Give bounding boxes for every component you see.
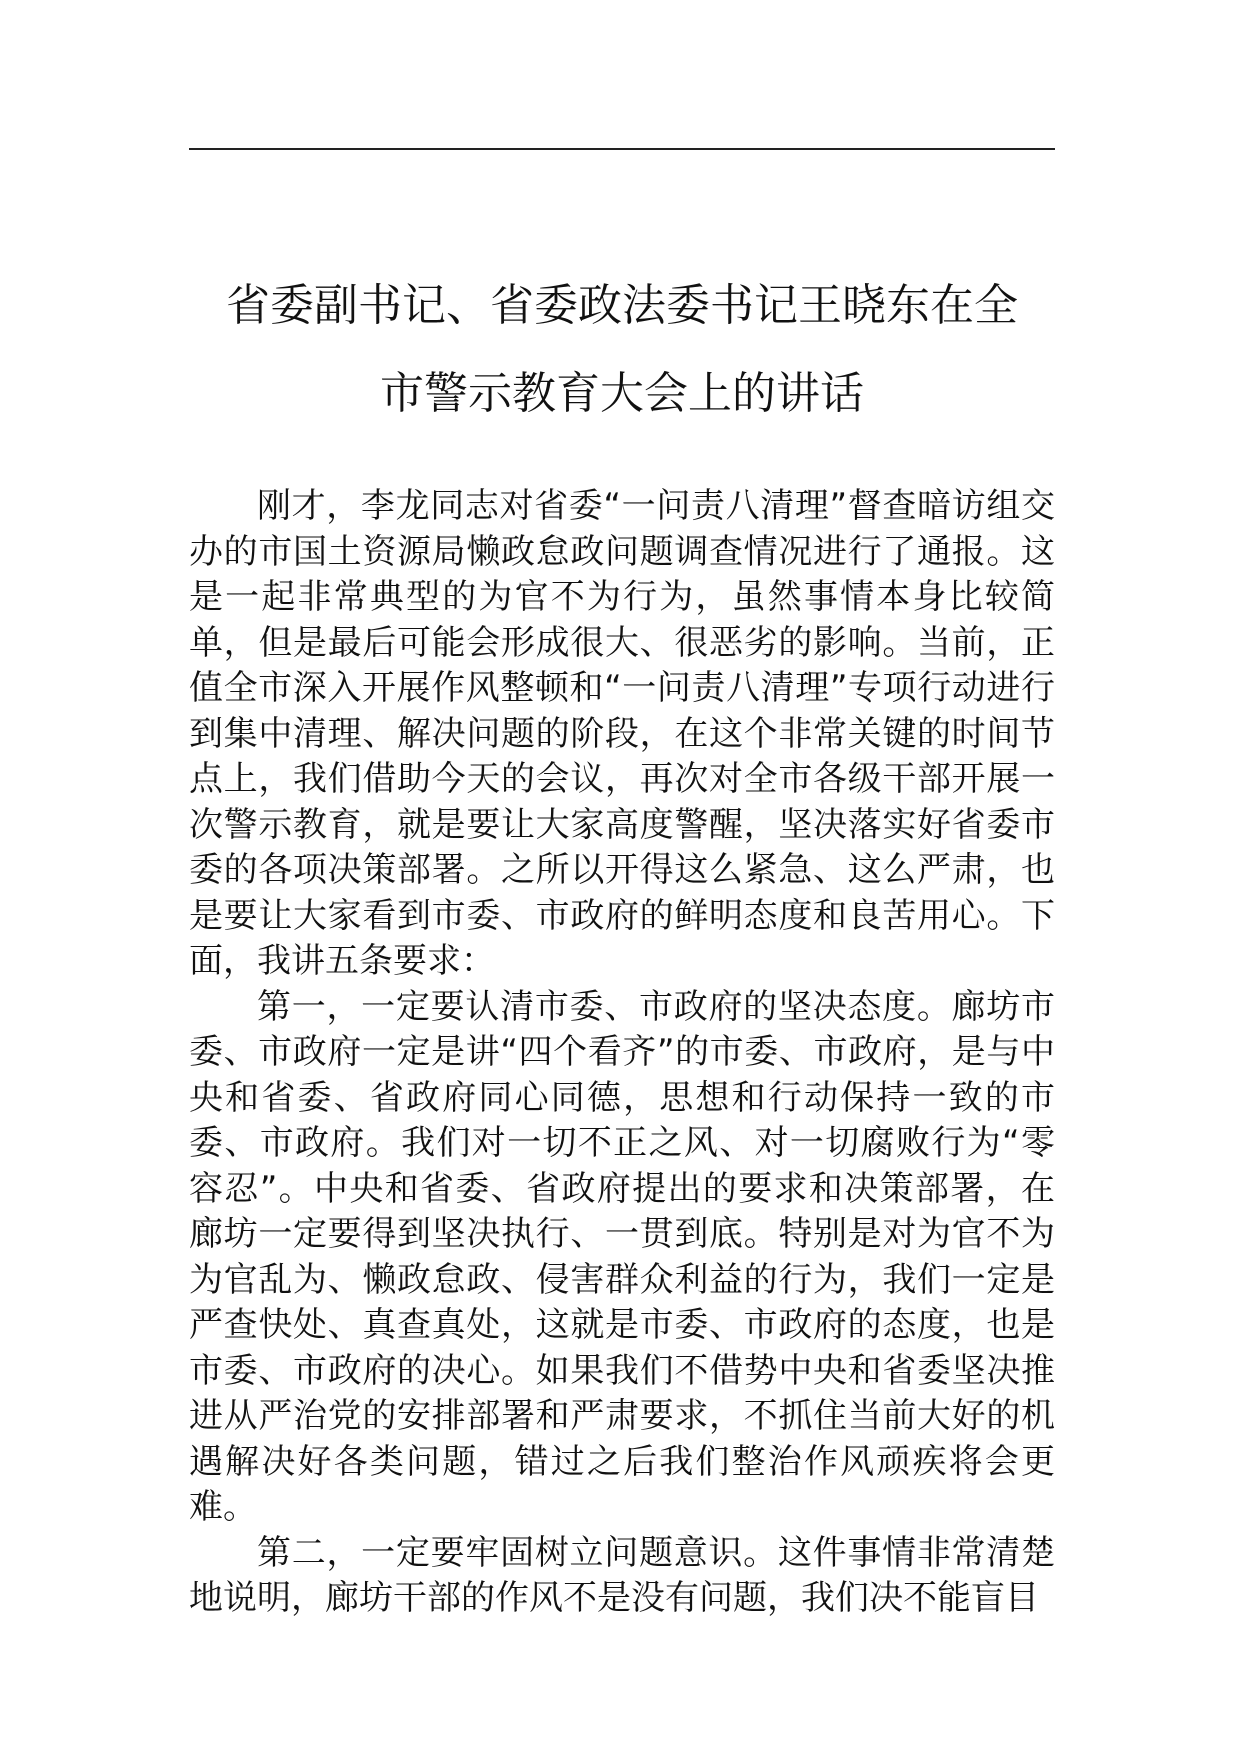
title-line-1: 省委副书记、省委政法委书记王晓东在全 xyxy=(226,280,1018,331)
paragraph-point-one: 第一，一定要认清市委、市政府的坚决态度。廊坊市委、市政府一定是讲“四个看齐”的市委、市政府，是与中央和省委、省政府同心同德，思想和行动保持一致的市委、市政府。我们对一切不正之风、对一切腐败行为“零容忍”。中央和省委、省政府提出的要求和决策部署，在廊坊一定要得到坚决执行、一贯到底。特别是对为官不为为官乱为、懒政怠政、侵害群众利益的行为，我们一定是严查快处、真查真处，这就是市委、市政府的态度，也是市委、市政府的决心。如果我们不借势中央和省委坚决推进从严治党的安排部署和严肃要求，不抓住当前大好的机遇解决好各类问题，错过之后我们整治作风顽疾将会更难。 xyxy=(189,986,1055,1527)
paragraph-point-two: 第二，一定要牢固树立问题意识。这件事情非常清楚地说明，廊坊干部的作风不是没有问题，我们决不能盲目 xyxy=(189,1532,1055,1618)
header-rule xyxy=(189,148,1055,150)
document-title xyxy=(189,262,1055,438)
title-line-2: 市警示教育大会上的讲话 xyxy=(380,368,864,419)
document-body xyxy=(189,484,1055,1622)
paragraph-intro: 刚才，李龙同志对省委“一问责八清理”督查暗访组交办的市国土资源局懒政怠政问题调查情况进行了通报。这是一起非常典型的为官不为行为，虽然事情本身比较简单，但是最后可能会形成很大、很恶劣的影响。当前，正值全市深入开展作风整顿和“一问责八清理”专项行动进行到集中清理、解决问题的阶段，在这个非常关键的时间节点上，我们借助今天的会议，再次对全市各级干部开展一次警示教育，就是要让大家高度警醒，坚决落实好省委市委的各项决策部署。之所以开得这么紧急、这么严肃，也是要让大家看到市委、市政府的鲜明态度和良苦用心。下面，我讲五条要求： xyxy=(189,486,1055,981)
